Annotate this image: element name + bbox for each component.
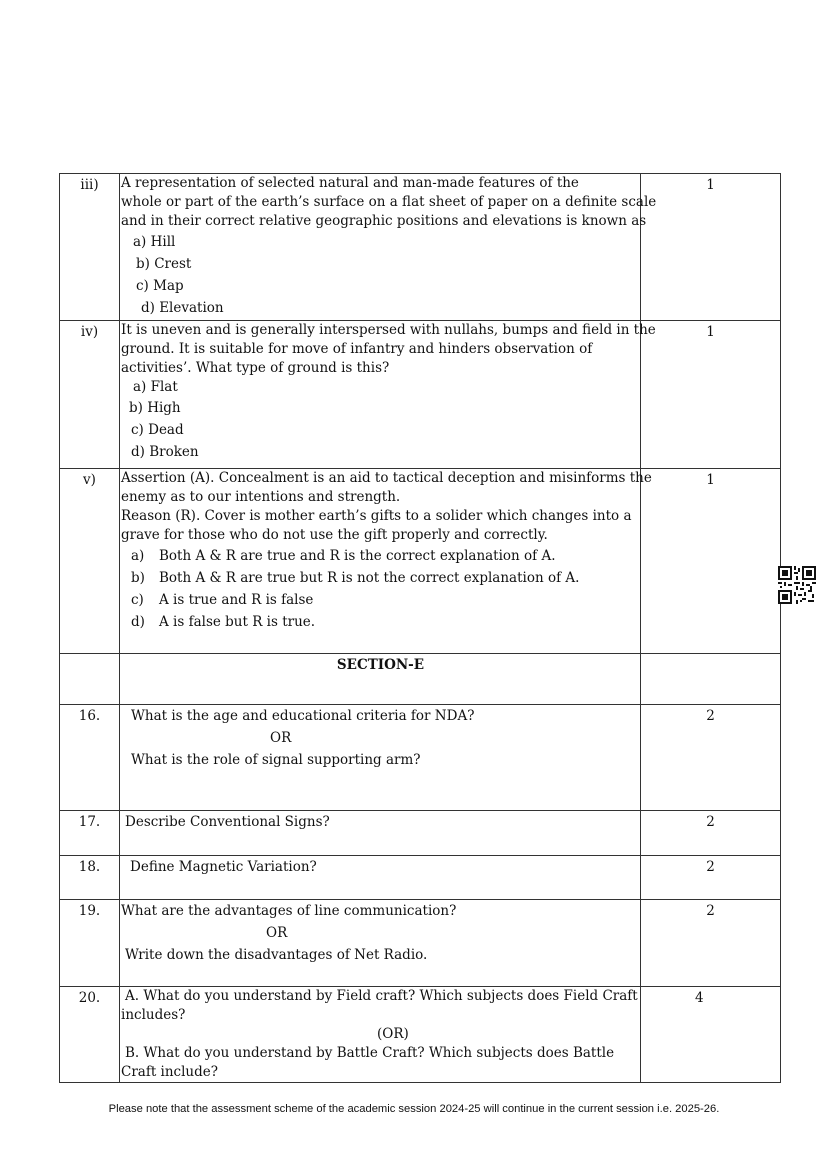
option-c: c) Map <box>136 278 184 294</box>
question-cell <box>120 811 641 856</box>
question-number: iii) <box>80 177 99 193</box>
table-row <box>60 705 781 811</box>
option-b: b) High <box>129 400 181 416</box>
marks-value: 1 <box>706 472 715 488</box>
question-text: What is the age and educational criteria for NDA? <box>131 708 475 724</box>
marks-value: 2 <box>706 903 715 919</box>
table-row <box>60 321 781 469</box>
option-text: Both A & R are true but R is not the correct explanation of A. <box>159 570 580 586</box>
or-separator: OR <box>270 730 292 746</box>
question-number: 19. <box>78 903 101 919</box>
question-number-cell <box>60 811 120 856</box>
question-text: Describe Conventional Signs? <box>125 814 330 830</box>
question-number: 18. <box>78 859 101 875</box>
marks-value: 1 <box>706 324 715 340</box>
question-cell <box>120 174 657 321</box>
section-title: SECTION-E <box>336 657 425 673</box>
question-table <box>59 173 781 1083</box>
option-letter: a) <box>131 548 145 564</box>
question-text-line: and in their correct relative geographic positions and elevations is known as <box>121 213 647 229</box>
table-row <box>60 811 781 856</box>
option-a <box>121 545 640 567</box>
option-a: a) Hill <box>133 234 176 250</box>
section-header-row <box>60 654 781 705</box>
question-number: v) <box>83 472 96 488</box>
question-part-a: includes? <box>121 1007 186 1023</box>
question-text-line: It is uneven and is generally interspersed with nullahs, bumps and field in the <box>121 322 656 338</box>
question-number-cell <box>60 469 120 654</box>
reason-line: grave for those who do not use the gift properly and correctly. <box>121 527 548 543</box>
question-cell <box>120 469 652 654</box>
question-text-line: ground. It is suitable for move of infantry and hinders observation of <box>121 341 593 357</box>
option-d: d) Elevation <box>141 300 224 316</box>
or-separator: OR <box>266 925 288 941</box>
marks-cell <box>641 705 781 811</box>
marks-value: 2 <box>706 859 715 875</box>
option-letter: c) <box>131 592 144 608</box>
marks-value: 4 <box>695 990 704 1006</box>
question-cell <box>120 321 656 469</box>
table-row <box>60 856 781 900</box>
question-number-cell <box>60 900 120 987</box>
marks-cell <box>641 174 781 321</box>
question-number-cell <box>60 321 120 469</box>
question-text: Define Magnetic Variation? <box>130 859 317 875</box>
question-text: What are the advantages of line communication? <box>121 903 457 919</box>
marks-cell <box>641 987 781 1083</box>
question-part-a: A. What do you understand by Field craft? Which subjects does Field Craft <box>125 988 638 1004</box>
option-letter: d) <box>131 614 145 630</box>
question-cell <box>120 856 641 900</box>
question-number-cell <box>60 856 120 900</box>
option-d: d) Broken <box>131 444 199 460</box>
question-number-cell <box>60 174 120 321</box>
marks-cell <box>641 811 781 856</box>
question-cell <box>120 987 641 1083</box>
question-part-b: Craft include? <box>121 1064 218 1080</box>
marks-cell <box>641 900 781 987</box>
option-b <box>121 567 640 589</box>
option-text: A is true and R is false <box>159 592 314 608</box>
option-a: a) Flat <box>133 379 178 395</box>
marks-value: 2 <box>706 814 715 830</box>
question-part-b: B. What do you understand by Battle Craft? Which subjects does Battle <box>125 1045 615 1061</box>
question-number: 17. <box>78 814 101 830</box>
table-row <box>60 174 781 321</box>
reason-line: Reason (R). Cover is mother earth’s gifts to a solider which changes into a <box>121 508 632 524</box>
question-text-line: A representation of selected natural and man-made features of the <box>121 175 579 191</box>
assertion-line: enemy as to our intentions and strength. <box>121 489 401 505</box>
option-c <box>121 589 640 611</box>
assertion-line: Assertion (A). Concealment is an aid to tactical deception and misinforms the <box>121 470 652 486</box>
question-cell <box>120 705 641 811</box>
question-cell <box>120 900 641 987</box>
option-b: b) Crest <box>136 256 192 272</box>
or-separator: (OR) <box>377 1026 409 1042</box>
question-text-alt: Write down the disadvantages of Net Radio. <box>125 947 428 963</box>
qr-code-icon <box>778 566 816 604</box>
marks-cell <box>641 856 781 900</box>
question-number: 16. <box>78 708 101 724</box>
marks-cell <box>641 321 781 469</box>
assessment-footnote: Please note that the assessment scheme of the academic session 2024-25 will continue in the current session i.e. 2025-26. <box>108 1103 720 1115</box>
question-number: iv) <box>80 324 99 340</box>
question-number-cell <box>60 987 120 1083</box>
question-text-line: whole or part of the earth’s surface on a flat sheet of paper on a definite scale <box>121 194 657 210</box>
option-letter: b) <box>131 570 145 586</box>
question-text-alt: What is the role of signal supporting arm? <box>131 752 421 768</box>
question-number-cell <box>60 705 120 811</box>
marks-cell <box>641 469 781 654</box>
table-row <box>60 469 781 654</box>
question-number: 20. <box>78 990 101 1006</box>
option-text: Both A & R are true and R is the correct explanation of A. <box>159 548 556 564</box>
table-row <box>60 900 781 987</box>
marks-value: 2 <box>706 708 715 724</box>
table-row <box>60 987 781 1083</box>
option-c: c) Dead <box>131 422 184 438</box>
option-d <box>121 611 640 633</box>
option-text: A is false but R is true. <box>159 614 316 630</box>
question-text-line: activities’. What type of ground is this? <box>121 360 390 376</box>
marks-value: 1 <box>706 177 715 193</box>
